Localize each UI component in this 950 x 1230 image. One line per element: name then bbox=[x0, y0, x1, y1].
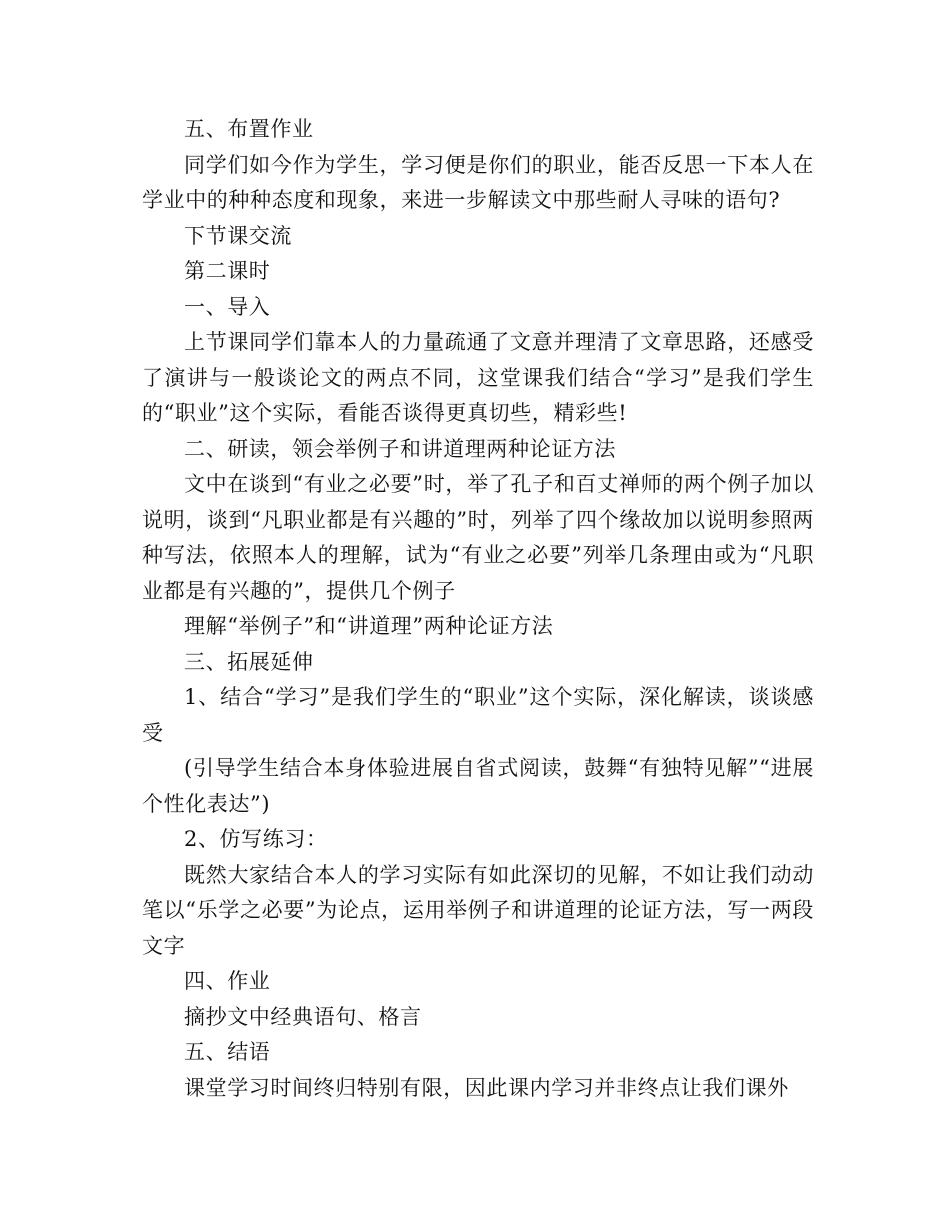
paragraph-conclusion: 课堂学习时间终归特别有限，因此课内学习并非终点让我们课外 bbox=[184, 1075, 789, 1100]
heading-assign-homework: 五、布置作业 bbox=[184, 117, 314, 141]
paragraph-guidance: (引导学生结合本身体验进展自省式阅读，鼓舞“有独特见解”“进展个性化表达”) bbox=[142, 756, 814, 816]
heading-homework: 四、作业 bbox=[184, 969, 271, 993]
paragraph-writing-exercise: 既然大家结合本人的学习实际有如此深切的见解，不如让我们动动笔以“乐学之必要”为论点，运用举例子和讲道理的论证方法，写一两段文字 bbox=[142, 862, 814, 958]
paragraph-homework: 摘抄文中经典语句、格言 bbox=[184, 1004, 422, 1029]
paragraph-understand-methods: 理解“举例子”和“讲道理”两种论证方法 bbox=[184, 614, 554, 638]
document-body bbox=[142, 112, 814, 1106]
heading-extension: 三、拓展延伸 bbox=[184, 649, 314, 674]
paragraph-reflection: 同学们如今作为学生，学习便是你们的职业，能否反思一下本人在学业中的种种态度和现象，来进一步解读文中那些耐人寻味的语句? bbox=[142, 152, 814, 212]
heading-second-lesson: 第二课时 bbox=[184, 259, 271, 283]
paragraph-next-class: 下节课交流 bbox=[184, 223, 292, 248]
heading-study: 二、研读，领会举例子和讲道理两种论证方法 bbox=[184, 436, 616, 461]
paragraph-introduction: 上节课同学们靠本人的力量疏通了文意并理清了文章思路，还感受了演讲与一般谈论文的两点不同，这堂课我们结合“学习”是我们学生的“职业”这个实际，看能否谈得更真切些，精彩些! bbox=[142, 330, 814, 425]
paragraph-extension-2: 2、仿写练习： bbox=[184, 827, 328, 851]
heading-introduction: 一、导入 bbox=[184, 294, 271, 319]
paragraph-extension-1: 1、结合“学习”是我们学生的“职业”这个实际，深化解读，谈谈感受 bbox=[142, 685, 814, 745]
paragraph-study: 文中在谈到“有业之必要”时，举了孔子和百丈禅师的两个例子加以说明，谈到“凡职业都是有兴趣的”时，列举了四个缘故加以说明参照两种写法，依照本人的理解，试为“有业之必要”列举几条理由或为“凡职业都是有兴趣的”，提供几个例子 bbox=[142, 472, 814, 603]
heading-conclusion: 五、结语 bbox=[184, 1040, 271, 1064]
